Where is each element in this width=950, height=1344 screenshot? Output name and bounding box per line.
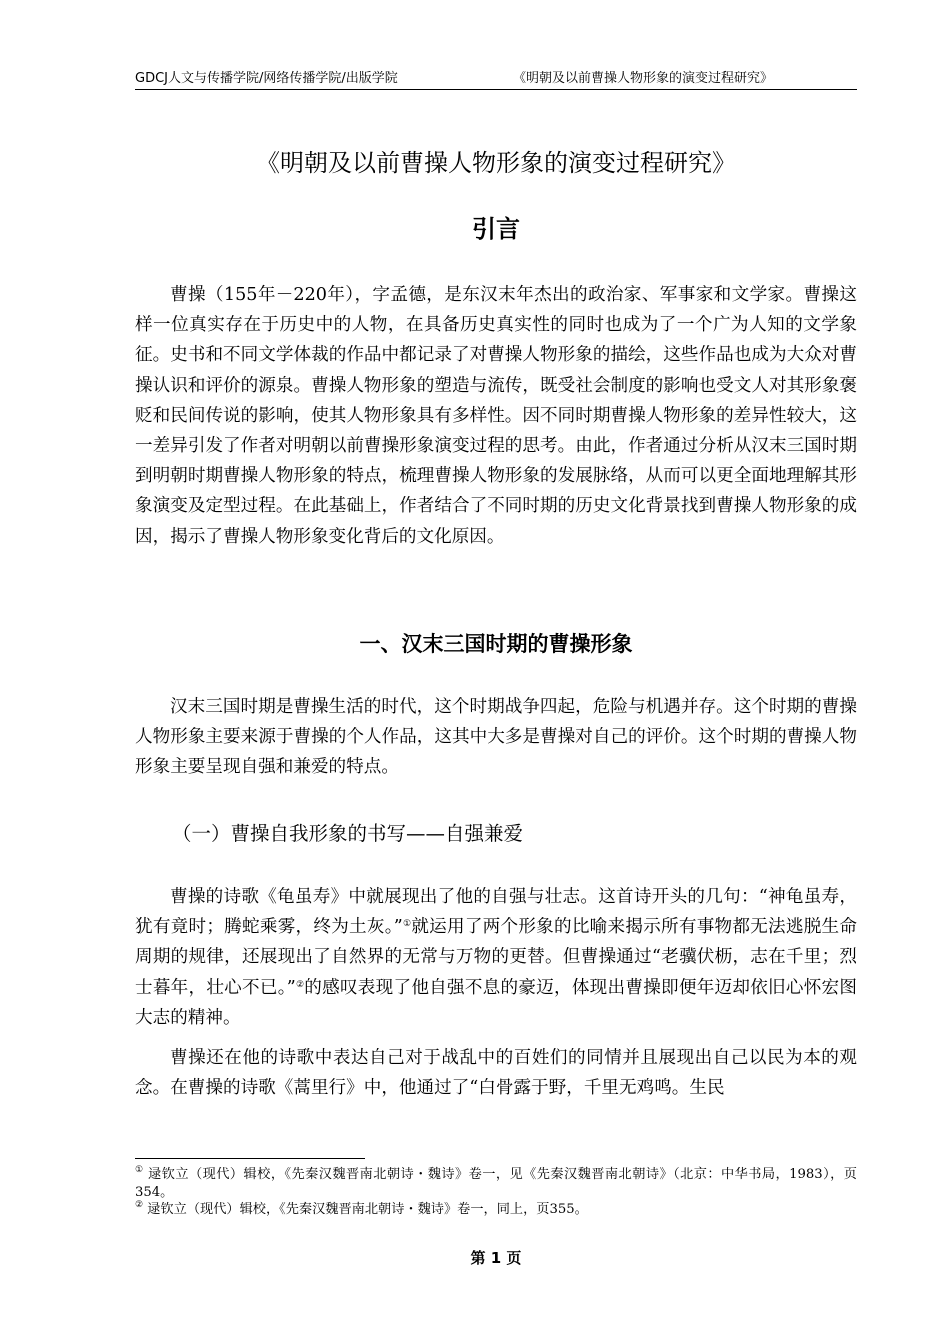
intro-heading: 引言 <box>472 215 520 243</box>
running-header <box>135 70 857 90</box>
intro-paragraph: 曹操（155年－220年），字孟德，是东汉末年杰出的政治家、军事家和文学家。曹操这样一位真实存在于历史中的人物，在具备历史真实性的同时也成为了一个广为人知的文学象征。史书和不同文学体裁的作品中都记录了对曹操人物形象的描绘，这些作品也成为大众对曹操认识和评价的源泉。曹操人物形象的塑造与流传，既受社会制度的影响也受文人对其形象褒贬和民间传说的影响，使其人物形象具有多样性。因不同时期曹操人物形象的差异性较大，这一差异引发了作者对明朝以前曹操形象演变过程的思考。由此，作者通过分析从汉末三国时期到明朝时期曹操人物形象的特点，梳理曹操人物形象的发展脉络，从而可以更全面地理解其形象演变及定型过程。在此基础上，作者结合了不同时期的历史文化背景找到曹操人物形象的成因，揭示了曹操人物形象变化背后的文化原因。 <box>135 285 857 547</box>
footnotes <box>135 1166 857 1219</box>
footnote-text: 逯钦立（现代）辑校，《先秦汉魏晋南北朝诗・魏诗》卷一，见《先秦汉魏晋南北朝诗》（北京：中华书局，1983），页354。 <box>135 1167 857 1200</box>
footnote-mark: ① <box>135 1165 144 1175</box>
header-institution: GDCJ人文与传播学院/网络传播学院/出版学院 <box>135 71 398 86</box>
subsection-1-heading: （一）曹操自我形象的书写——自强兼爱 <box>172 822 524 845</box>
footnote-ref-1[interactable]: ① <box>402 919 412 930</box>
section-1-heading: 一、汉末三国时期的曹操形象 <box>359 632 633 656</box>
para1-text-b: 就运用了两个形象的比喻来揭示所有事物都无法逃脱生命周期的规律，还展现出了自然界的无常与万物的更替。但曹操通过“老骥伏枥，志在千里；烈士暮年，壮心不已。” <box>135 917 857 998</box>
footnote-1 <box>135 1166 857 1201</box>
footnote-text: 逯钦立（现代）辑校，《先秦汉魏晋南北朝诗・魏诗》卷一，同上，页355。 <box>147 1202 588 1217</box>
footnote-mark: ② <box>135 1200 144 1210</box>
section-1-paragraph: 汉末三国时期是曹操生活的时代，这个时期战争四起，危险与机遇并存。这个时期的曹操人物形象主要来源于曹操的个人作品，这其中大多是曹操对自己的评价。这个时期的曹操人物形象主要呈现自强和兼爱的特点。 <box>135 697 857 778</box>
para1-text-a: 曹操的诗歌《龟虽寿》中就展现出了他的自强与壮志。这首诗开头的几句：“神龟虽寿，犹有竟时；腾蛇乘雾，终为土灰。” <box>135 887 857 938</box>
para1-text-c: 的感叹表现了他自强不息的豪迈，体现出曹操即便年迈却依旧心怀宏图大志的精神。 <box>135 977 857 1028</box>
footnote-ref-2[interactable]: ② <box>295 979 305 990</box>
page-number: 第 1 页 <box>470 1249 522 1267</box>
footnote-divider <box>135 1158 365 1159</box>
footnote-2 <box>135 1201 857 1219</box>
subsection-1-paragraph-2: 曹操还在他的诗歌中表达自己对于战乱中的百姓们的同情并且展现出自己以民为本的观念。在曹操的诗歌《蒿里行》中，他通过了“白骨露于野，千里无鸡鸣。生民 <box>135 1048 857 1099</box>
paper-title: 《明朝及以前曹操人物形象的演变过程研究》 <box>256 149 736 177</box>
header-paper-title: 《明朝及以前曹操人物形象的演变过程研究》 <box>513 71 774 86</box>
subsection-1-paragraph-1 <box>135 882 857 1033</box>
